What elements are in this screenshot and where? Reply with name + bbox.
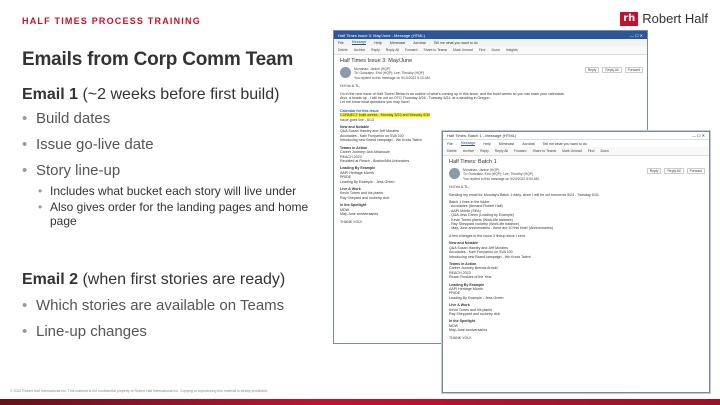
email1-list xyxy=(22,110,322,236)
email2-item: • Which stories are available on Teams xyxy=(22,297,322,315)
section-heading: Live & Work xyxy=(340,186,361,191)
message-actions xyxy=(585,67,643,73)
copyright-footer: © 2022 Robert Half International Inc. This material is the confidential property of Robert Half International Inc. Copying or reproducing this material is strictly prohibited. xyxy=(10,389,268,393)
reply-button[interactable]: Reply xyxy=(371,48,380,52)
section-line: AAPI Heritage Month xyxy=(340,170,374,175)
sender-name: Monahan, Janice (HQP) xyxy=(354,67,391,71)
section-heading: Leading By Example xyxy=(449,282,485,287)
email-subject: Half Times Issue 3: May/June xyxy=(340,58,413,64)
window-title: Half Times Issue 3: May/June - Message (HTML) xyxy=(338,32,425,38)
calendar-highlight: CONNECT build weeks - Monday 5/23 and Monday 5/30 xyxy=(340,113,431,118)
body-line: - AAPI Month (SEA) xyxy=(449,208,481,213)
sender-name: Monahan, Janice (HQP) xyxy=(463,168,500,172)
tell-me-search[interactable]: Tell me what you want to do xyxy=(433,40,478,45)
brand-bottom-bar xyxy=(0,399,720,405)
body-line: I'm in the next issue of Half Times! Below is an outline of what's coming up in this issue, and the build weeks so you can mark your calendars. xyxy=(340,91,565,96)
body-line: Let me know what questions you may have! xyxy=(340,100,410,105)
tab-acrobat[interactable]: Acrobat xyxy=(413,40,426,45)
body-line: A few changes to the Issue 3 lineup since I sent: xyxy=(449,233,526,238)
body-line: - Accolades (Armand Robert Half) xyxy=(449,204,503,209)
section-line: MDW xyxy=(340,207,349,212)
sender-details xyxy=(463,168,540,181)
section-line: Accolades - Kahi Funyarino on SVA 100 xyxy=(340,133,404,138)
section-heading: Teams in Action xyxy=(449,261,477,266)
section-line: MDW xyxy=(449,323,458,328)
body-line: Batch 1 lines in the folder: xyxy=(449,200,491,205)
sender-block xyxy=(334,66,647,81)
section-line: May-June anniversaries xyxy=(449,328,488,333)
section-heading: Leading By Example xyxy=(340,166,376,171)
email-body xyxy=(443,182,709,343)
section-line: REACH 2023 xyxy=(449,270,471,275)
section-line: Ray Sheppard and rocketry club xyxy=(449,311,501,316)
email1-item: • Issue go-live date xyxy=(22,136,322,154)
msg-reply-all-button[interactable]: Reply All xyxy=(602,67,621,73)
section-line: Career Journey: Ash Athanoule xyxy=(340,150,390,155)
section-line: Kevin Torres and his plants xyxy=(340,191,384,196)
calendar-heading-link[interactable]: Calendar for this issue xyxy=(340,108,379,113)
rh-logo-icon: rh xyxy=(620,12,638,26)
section-heading: New and Notable xyxy=(449,241,478,246)
tab-message[interactable]: Message xyxy=(460,141,476,145)
section-heading: In the Spotlight xyxy=(340,203,367,208)
msg-reply-button[interactable]: Reply xyxy=(585,67,600,73)
body-line: - Kevin Torres plants (Work-life balance) xyxy=(449,217,513,222)
email2-list xyxy=(22,297,322,349)
insights-button[interactable]: Insights xyxy=(506,48,518,52)
tell-me-search[interactable]: Tell me what you want to do xyxy=(542,141,587,146)
email2-heading xyxy=(22,271,285,289)
closing-line: THANK YOU! xyxy=(449,335,471,340)
body-line: Hi Erin & TL, xyxy=(449,185,470,190)
archive-button[interactable]: Archive xyxy=(353,48,366,52)
reply-all-button[interactable]: Reply All xyxy=(385,48,399,52)
section-line: Leading By Example - Jess Green xyxy=(449,295,504,300)
mark-unread-button[interactable]: Mark Unread xyxy=(562,149,582,153)
mark-unread-button[interactable]: Mark Unread xyxy=(453,48,473,52)
avatar xyxy=(340,67,351,78)
section-line: Reunited at Reach - Boston/Mid Unionsters xyxy=(340,158,410,163)
reply-all-button[interactable]: Reply All xyxy=(494,149,508,153)
find-button[interactable]: Find xyxy=(478,48,486,52)
email1-subitem: • Also gives order for the landing pages and home page xyxy=(36,200,322,228)
tab-acrobat[interactable]: Acrobat xyxy=(522,141,535,146)
ribbon-toolbar xyxy=(334,46,647,55)
section-line: Reach Rookies of the Year xyxy=(449,275,492,280)
email1-item-label: Story line-up xyxy=(36,162,121,179)
section-line: May-June anniversaries xyxy=(340,211,379,216)
archive-button[interactable]: Archive xyxy=(462,149,475,153)
reply-button[interactable]: Reply xyxy=(480,149,489,153)
message-actions xyxy=(647,168,705,174)
slide-title: Emails from Corp Comm Team xyxy=(22,49,294,70)
ribbon-tabs xyxy=(334,39,647,46)
zoom-button[interactable]: Zoom xyxy=(491,48,501,52)
body-line: Hi Erin & TL, xyxy=(340,84,361,89)
ribbon-tabs xyxy=(443,140,709,147)
body-line: - May, June anniversaries - there are 10 this time! (Anniversaries) xyxy=(449,226,553,231)
section-line: Introducing new Brand campaign - We Know Talent xyxy=(449,254,531,259)
recipients: To: Gonzalez, Erin (HQP); Lee, Timothy (HQP) xyxy=(354,71,425,76)
section-line: PRIDE xyxy=(449,291,460,296)
brand-wordmark: Robert Half xyxy=(642,11,708,26)
forward-button[interactable]: Forward xyxy=(514,149,527,153)
window-controls-icon[interactable]: — ☐ ✕ xyxy=(691,133,705,138)
section-line: Kevin Torres and his plants xyxy=(449,307,493,312)
section-line: Introducing new Brand campaign - We Know Talent xyxy=(340,138,422,143)
body-line: Sending my email for Monday's Batch 1 early, since I will be out tomorrow 5/24 - Tuesday 5/31 xyxy=(449,192,599,197)
closing-line: THANK YOU! xyxy=(340,220,362,225)
tab-help[interactable]: Help xyxy=(374,40,382,45)
find-button[interactable]: Find xyxy=(587,149,595,153)
section-line: Leading By Example - Jess Green xyxy=(340,179,395,184)
share-teams-button[interactable]: Share to Teams xyxy=(423,48,448,52)
window-titlebar[interactable] xyxy=(334,31,647,39)
body-line: - Q&A Jess Green (Leading by Example) xyxy=(449,213,514,218)
section-heading: New and Notable xyxy=(340,125,369,130)
reply-info: You replied to this message on 5/24/2022 8:54 AM. xyxy=(463,176,540,181)
tab-help[interactable]: Help xyxy=(483,141,491,146)
email1-sublist xyxy=(36,184,322,228)
msg-reply-all-button[interactable]: Reply All xyxy=(664,168,683,174)
reply-info: You replied to this message on 5/13/2022 9:10 AM. xyxy=(354,75,431,80)
tab-mimecast[interactable]: Mimecast xyxy=(498,141,515,146)
tab-message[interactable]: Message xyxy=(351,40,367,44)
window-title: Half Times: Batch 1 - Message (HTML) xyxy=(447,133,517,138)
window-titlebar[interactable] xyxy=(443,132,709,140)
section-line: Q&A Susan Hawley and Jeff Morales xyxy=(449,245,508,250)
section-line: REACH 2023 xyxy=(340,154,362,159)
tab-file[interactable]: File xyxy=(338,40,344,45)
deck-kicker: HALF TIMES PROCESS TRAINING xyxy=(22,16,201,26)
body-line: - Ray Sheppard rocketry (Work-life balance) xyxy=(449,222,520,227)
sender-details xyxy=(354,67,431,80)
sender-block xyxy=(443,167,709,182)
email2-item: • Line-up changes xyxy=(22,323,322,341)
section-line: Accolades - Kahi Funyarino on SVA 100 xyxy=(449,250,513,255)
section-heading: Teams in Action xyxy=(340,145,368,150)
robert-half-logo xyxy=(620,11,708,26)
email1-item-lineup xyxy=(22,162,322,228)
window-controls-icon[interactable]: — ☐ ✕ xyxy=(629,32,643,38)
outlook-window-batch1[interactable] xyxy=(442,131,710,393)
body-line: Also, a heads up - I will be out on OTO Thursday 5/26 - Tuesday 5/31, at a wedding in Oregon. xyxy=(340,96,491,101)
section-line: AAPI Heritage Month xyxy=(449,286,483,291)
section-heading: In the Spotlight xyxy=(449,319,476,324)
delete-button[interactable]: Delete xyxy=(447,149,457,153)
msg-forward-button[interactable]: Forward xyxy=(687,168,705,174)
section-line: Ray Shepard and rocketry club xyxy=(340,195,390,200)
golive-line: Issue goes live - 6/13 xyxy=(340,117,374,122)
section-line: Career Journey Brenda Arnold xyxy=(449,266,498,271)
section-line: Q&A Susan Hawley and Jeff Morales xyxy=(340,129,399,134)
share-teams-button[interactable]: Share to Teams xyxy=(532,149,557,153)
ribbon-toolbar xyxy=(443,147,709,156)
delete-button[interactable]: Delete xyxy=(338,48,348,52)
email2-note: (when first stories are ready) xyxy=(78,271,286,288)
email1-note: (~2 weeks before first build) xyxy=(78,86,280,103)
email-subject: Half Times: Batch 1 xyxy=(449,159,497,165)
recipients: To: Gonzalez, Erin (HQP); Lee, Timothy (HQP) xyxy=(463,172,534,177)
tab-mimecast[interactable]: Mimecast xyxy=(389,40,406,45)
email1-label: Email 1 xyxy=(22,86,79,103)
section-heading: Live & Work xyxy=(449,303,470,308)
section-line: PRIDE xyxy=(340,175,351,180)
forward-button[interactable]: Forward xyxy=(405,48,418,52)
msg-reply-button[interactable]: Reply xyxy=(647,168,662,174)
email1-item: • Build dates xyxy=(22,110,322,128)
email1-subitem: • Includes what bucket each story will live under xyxy=(36,184,322,198)
avatar xyxy=(449,168,460,179)
tab-file[interactable]: File xyxy=(447,141,453,146)
zoom-button[interactable]: Zoom xyxy=(600,149,610,153)
msg-forward-button[interactable]: Forward xyxy=(625,67,643,73)
email1-heading xyxy=(22,86,279,104)
email2-label: Email 2 xyxy=(22,271,79,288)
